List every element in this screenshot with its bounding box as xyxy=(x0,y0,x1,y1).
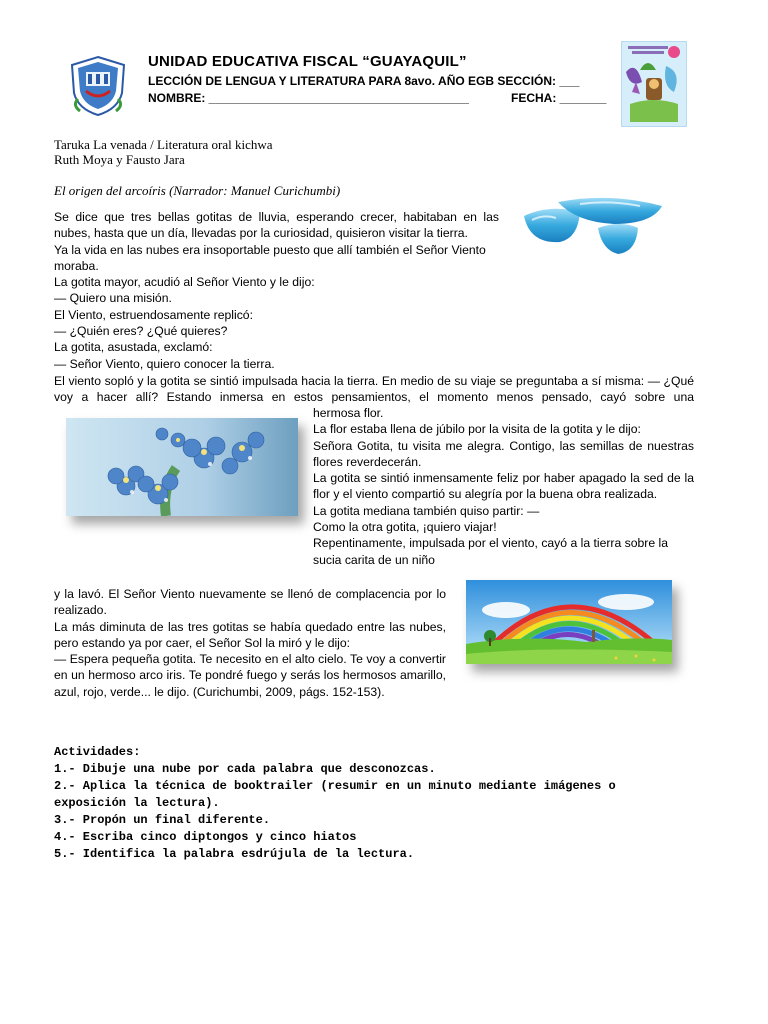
date-line: FECHA: _______ xyxy=(511,91,607,105)
lesson-line: LECCIÓN DE LENGUA Y LITERATURA PARA 8avo. AÑO EGB SECCIÓN: ___ xyxy=(148,74,580,88)
activity-item: 2.- Aplica la técnica de booktrailer (resumir en un minuto mediante imágenes o exposición la lectura). xyxy=(54,779,616,810)
story-top-block xyxy=(54,209,499,372)
name-line: NOMBRE: _______________________________________ xyxy=(148,91,469,105)
activity-item: 5.- Identifica la palabra esdrújula de la lectura. xyxy=(54,847,415,861)
story-paragraph: Repentinamente, impulsada por el viento, cayó a la tierra sobre la xyxy=(313,536,668,551)
book-cover-image xyxy=(621,41,687,127)
story-paragraph: — Quiero una misión. xyxy=(54,291,172,306)
activity-item: 1.- Dibuje una nube por cada palabra que desconozcas. xyxy=(54,762,436,776)
blue-flowers-image xyxy=(66,418,298,516)
story-paragraph: sucia carita de un niño xyxy=(313,552,435,567)
story-paragraph: El Viento, estruendosamente replicó: xyxy=(54,307,253,322)
water-drops-image xyxy=(520,192,666,258)
story-paragraph: El viento sopló y la gotita se sintió impulsada hacia la tierra. En medio de su viaje se preguntaba a sí misma: — ¿Qué voy a hacer allí? Estando inmersa en estos pensamientos, el momento menos pensado, cayó sobre una xyxy=(54,374,694,405)
story-paragraph: La más diminuta de las tres gotitas se había quedado entre las nubes, pero estando ya por caer, el Señor Sol la miró y le dijo: xyxy=(54,619,446,650)
activities-heading: Actividades: xyxy=(54,745,141,759)
story-paragraph: Ya la vida en las nubes era insoportable puesto que allí también el Señor Viento moraba. xyxy=(54,242,486,273)
source-title: Taruka La venada / Literatura oral kichwa xyxy=(54,137,273,152)
story-paragraph: Señora Gotita, tu visita me alegra. Contigo, las semillas de nuestras flores reverdecerán. xyxy=(313,438,694,469)
story-title: El origen del arcoíris (Narrador: Manuel Curichumbi) xyxy=(54,183,341,198)
story-paragraph: La gotita, asustada, exclamó: xyxy=(54,340,213,355)
story-paragraph: Se dice que tres bellas gotitas de lluvia, esperando crecer, habitaban en las nubes, hasta que un día, llevadas por la curiosidad, quisieron visitar la tierra. xyxy=(54,210,499,241)
rainbow-landscape-image xyxy=(466,580,672,664)
school-name: UNIDAD EDUCATIVA FISCAL “GUAYAQUIL” xyxy=(148,53,467,70)
story-paragraph: La gotita se sintió inmensamente feliz por haber apagado la sed de la flor y el viento compartió su alegría por la buena obra realizada. xyxy=(313,471,694,502)
school-crest-logo xyxy=(68,55,128,117)
story-wide-paragraph xyxy=(54,373,694,406)
story-paragraph: — ¿Quién eres? ¿Qué quieres? xyxy=(54,324,228,339)
story-paragraph: — Señor Viento, quiero conocer la tierra. xyxy=(54,356,275,371)
story-paragraph: hermosa flor. xyxy=(313,406,384,420)
story-bottom-block xyxy=(54,586,446,700)
activity-item: 3.- Propón un final diferente. xyxy=(54,813,271,827)
story-paragraph: La flor estaba llena de júbilo por la visita de la gotita y le dijo: xyxy=(313,422,641,437)
activity-item: 4.- Escriba cinco diptongos y cinco hiatos xyxy=(54,830,357,844)
story-paragraph: La gotita mayor, acudió al Señor Viento y le dijo: xyxy=(54,275,315,290)
story-paragraph: — Espera pequeña gotita. Te necesito en el alto cielo. Te voy a convertir en un hermoso arco iris. Te pondré fuego y serás los hermosos amarillo, azul, rojo, verde... le dijo. (Curichumbi, 2009, págs. 152-153). xyxy=(54,652,446,699)
story-paragraph: y la lavó. El Señor Viento nuevamente se llenó de complacencia por lo realizado. xyxy=(54,587,446,618)
story-paragraph: La gotita mediana también quiso partir: — xyxy=(313,503,540,518)
story-right-column xyxy=(313,405,694,568)
activities-list xyxy=(54,761,654,863)
story-paragraph: Como la otra gotita, ¡quiero viajar! xyxy=(313,520,497,535)
source-authors: Ruth Moya y Fausto Jara xyxy=(54,152,185,167)
